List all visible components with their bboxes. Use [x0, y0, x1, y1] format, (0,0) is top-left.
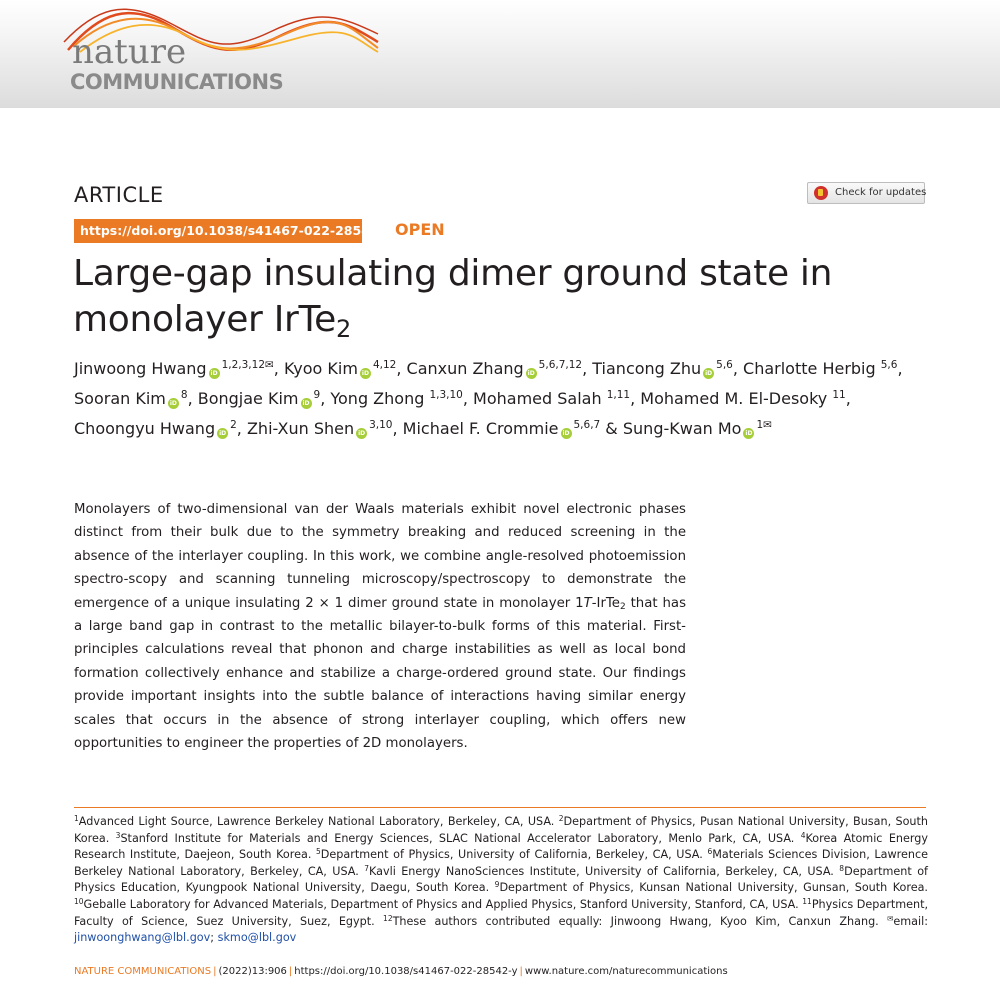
author-entry	[403, 419, 601, 438]
author-entry	[623, 419, 772, 438]
journal-logo-nature: nature	[72, 32, 187, 72]
orcid-icon[interactable]: iD	[361, 370, 369, 377]
author-affiliation-marks: 9	[313, 389, 321, 401]
affiliation-number: 8	[839, 863, 845, 873]
affiliation-text: Korea Atomic Energy Research Institute, Daejeon, South Korea.	[74, 831, 929, 862]
orcid-icon[interactable]: iD	[562, 430, 570, 437]
crossmark-icon	[814, 186, 828, 200]
author-affiliation-marks: 1,2,3,12✉	[221, 359, 274, 371]
page-footer	[74, 966, 926, 977]
abstract-text-2: -IrTe	[591, 595, 620, 611]
author-entry	[74, 389, 188, 408]
affiliation-number: 12	[383, 913, 393, 923]
abstract-italic-T: T	[583, 595, 592, 611]
footer-doi[interactable]: https://doi.org/10.1038/s41467-022-28542-y	[294, 966, 518, 977]
journal-banner	[0, 0, 1000, 108]
email-link-2[interactable]: skmo@lbl.gov	[217, 931, 297, 945]
abstract-text-3: that has a large band gap in contrast to the metallic bilayer-to-bulk forms of this material. First-principles calculations reveal that phonon and charge instabilities as well as local bond formation collectively enhance and stabilize a charge-ordered ground state. Our findings provide important insights into the subtle balance of interactions having similar energy scales that occurs in the absence of strong interlayer coupling, which offers new opportunities to engineer the properties of 2D monolayers.	[74, 595, 686, 752]
author-entry	[640, 389, 845, 408]
author-affiliation-marks: 1✉	[756, 419, 772, 431]
affiliations	[74, 814, 928, 947]
journal-logo-communications: COMMUNICATIONS	[70, 70, 284, 94]
author-affiliation-marks: 1,11	[606, 389, 631, 401]
check-for-updates-button[interactable]	[807, 182, 925, 204]
affiliation-text: Department of Physics, Pusan National University, Busan, South Korea.	[74, 815, 928, 845]
author-name[interactable]: Kyoo Kim	[283, 359, 358, 378]
author-name[interactable]: Mohamed M. El-Desoky	[640, 389, 828, 408]
author-name[interactable]: Michael F. Crommie	[402, 419, 559, 438]
author-affiliation-marks: 4,12	[372, 359, 397, 371]
author-affiliation-marks: 5,6,7,12	[538, 359, 583, 371]
author-affiliation-marks: 11	[832, 389, 846, 401]
affiliation-number: 4	[800, 830, 806, 840]
affiliation-text: Geballe Laboratory for Advanced Materials, Department of Physics and Applied Physics, Stanford University, Stanford, CA, USA.	[83, 897, 799, 911]
author-name[interactable]: Mohamed Salah	[473, 389, 602, 408]
author-name[interactable]: Bongjae Kim	[197, 389, 299, 408]
footer-divider: |	[288, 966, 293, 977]
author-name[interactable]: Choongyu Hwang	[74, 419, 216, 438]
author-affiliation-marks: 2	[230, 419, 237, 431]
author-entry	[74, 359, 274, 378]
author-affiliation-marks: 5,6	[880, 359, 898, 371]
affiliation-number: 6	[707, 847, 713, 857]
footer-divider: |	[519, 966, 523, 977]
author-entry	[284, 359, 396, 378]
article-type-label: ARTICLE	[74, 183, 164, 207]
abstract	[74, 498, 686, 755]
affiliation-text: These authors contributed equally: Jinwoong Hwang, Kyoo Kim, Canxun Zhang.	[392, 914, 879, 928]
orcid-icon[interactable]: iD	[302, 400, 310, 407]
orcid-icon[interactable]: iD	[527, 370, 535, 377]
affiliation-text: Department of Physics, University of California, Berkeley, CA, USA.	[320, 848, 703, 862]
affiliation-number: 3	[115, 830, 121, 840]
author-entry	[407, 359, 583, 378]
open-access-label: OPEN	[395, 220, 445, 239]
footer-divider: |	[213, 966, 217, 977]
author-entry	[74, 419, 237, 438]
author-entry	[473, 389, 630, 408]
affiliation-text: Department of Physics, Kunsan National University, Gunsan, South Korea.	[499, 881, 928, 895]
author-entry	[198, 389, 320, 408]
author-name[interactable]: Sung-Kwan Mo	[622, 419, 742, 438]
author-entry	[592, 359, 733, 378]
author-name[interactable]: Canxun Zhang	[406, 359, 524, 378]
author-affiliation-marks: 3,10	[369, 419, 393, 431]
orcid-icon[interactable]: iD	[210, 370, 218, 377]
affiliation-number: 10	[74, 896, 84, 906]
abstract-subscript: 2	[619, 601, 626, 612]
footer-journal: NATURE COMMUNICATIONS	[74, 966, 212, 977]
email-label: email:	[893, 914, 929, 928]
author-name[interactable]: Charlotte Herbig	[743, 359, 876, 378]
affiliation-number: 7	[364, 863, 369, 873]
affiliation-number: 5	[316, 847, 321, 857]
doi-link[interactable]: https://doi.org/10.1038/s41467-022-28542-y	[74, 219, 362, 243]
author-entry	[743, 359, 897, 378]
author-name[interactable]: Sooran Kim	[74, 389, 166, 408]
check-for-updates-label: Check for updates	[835, 187, 927, 198]
email-separator: ;	[210, 931, 215, 945]
affiliation-text: Physics Department, Faculty of Science, Suez University, Suez, Egypt.	[74, 897, 929, 928]
email-icon: ✉	[887, 913, 894, 923]
orcid-icon[interactable]: iD	[745, 430, 753, 437]
affiliation-number: 2	[558, 814, 564, 823]
footer-citation: (2022)13:906	[218, 966, 287, 977]
affiliation-number: 1	[74, 814, 79, 823]
author-affiliation-marks: 8	[180, 389, 188, 401]
affiliation-text: Advanced Light Source, Lawrence Berkeley National Laboratory, Berkeley, CA, USA.	[78, 815, 555, 828]
affiliation-text: Kavli Energy NanoSciences Institute, University of California, Berkeley, CA, USA.	[368, 864, 834, 878]
affiliation-number: 9	[494, 880, 500, 890]
author-entry	[330, 389, 463, 408]
author-list: Jinwoong Hwang $iD^{1,2,3,12✉}$, Kyoo Kim iD$^{4,12}$, Canxun Zhang iD$^{5,6,7,12}$, Tiancong Zhu iD$^{5,6}$, Charlotte Herbig $^{5,6}$, Sooran Kim $iD^8$, Bongjae Kim $iD^9$, Yong Zhong $^{1,3,10}$, Mohamed Salah $^{1,11}$, Mohamed M. El-Desoky $^{11}$, Choongyu Hwang $iD^2$, Zhi-Xun Shen iD$^{3,10}$, Michael F. Crommie iD$^{5,6,7}$ & Sung-Kwan Mo $iD^{1✉}$	[74, 359, 903, 438]
footer-site[interactable]: www.nature.com/naturecommunications	[524, 966, 728, 977]
affiliations-divider	[74, 807, 926, 808]
author-entry	[247, 419, 393, 438]
orcid-icon[interactable]: iD	[219, 430, 227, 437]
title-line-1: Large-gap insulating dimer ground state in	[73, 253, 833, 294]
title-line-2: monolayer IrTe	[73, 299, 336, 340]
title-subscript: 2	[335, 315, 351, 343]
author-affiliation-marks: 1,3,10	[429, 389, 463, 401]
affiliation-text: Stanford Institute for Materials and Energy Sciences, SLAC National Accelerator Laboratory, Menlo Park, CA, USA.	[120, 831, 795, 845]
affiliation-text: Department of Physics Education, Kyungpook National University, Daegu, South Korea.	[74, 864, 928, 895]
author-name[interactable]: Jinwoong Hwang	[74, 359, 207, 378]
author-affiliation-marks: 5,6	[716, 359, 733, 371]
orcid-icon[interactable]: iD	[169, 400, 177, 407]
abstract-text-1: Monolayers of two-dimensional van der Waals materials exhibit novel electronic phases distinct from their bulk due to the symmetry breaking and reduced screening in the absence of the interlayer coupling. In this work, we combine angle-resolved photoemission spectro-scopy and scanning tunneling microscopy/spectroscopy to demonstrate the emergence of a unique insulating 2 × 1 dimer ground state in monolayer 1	[74, 502, 686, 611]
author-affiliation-marks: 5,6,7	[573, 419, 601, 431]
article-title	[73, 251, 933, 352]
affiliation-text: Materials Sciences Division, Lawrence Berkeley National Laboratory, Berkeley, CA, USA.	[74, 848, 929, 878]
affiliation-number: 11	[802, 896, 812, 906]
orcid-icon[interactable]: iD	[358, 430, 366, 437]
author-name[interactable]: Yong Zhong	[330, 389, 425, 408]
orcid-icon[interactable]: iD	[705, 370, 713, 377]
email-link-1[interactable]: jinwoonghwang@lbl.gov	[74, 931, 211, 945]
author-name[interactable]: Zhi-Xun Shen	[246, 419, 355, 438]
author-name[interactable]: Tiancong Zhu	[592, 359, 702, 378]
